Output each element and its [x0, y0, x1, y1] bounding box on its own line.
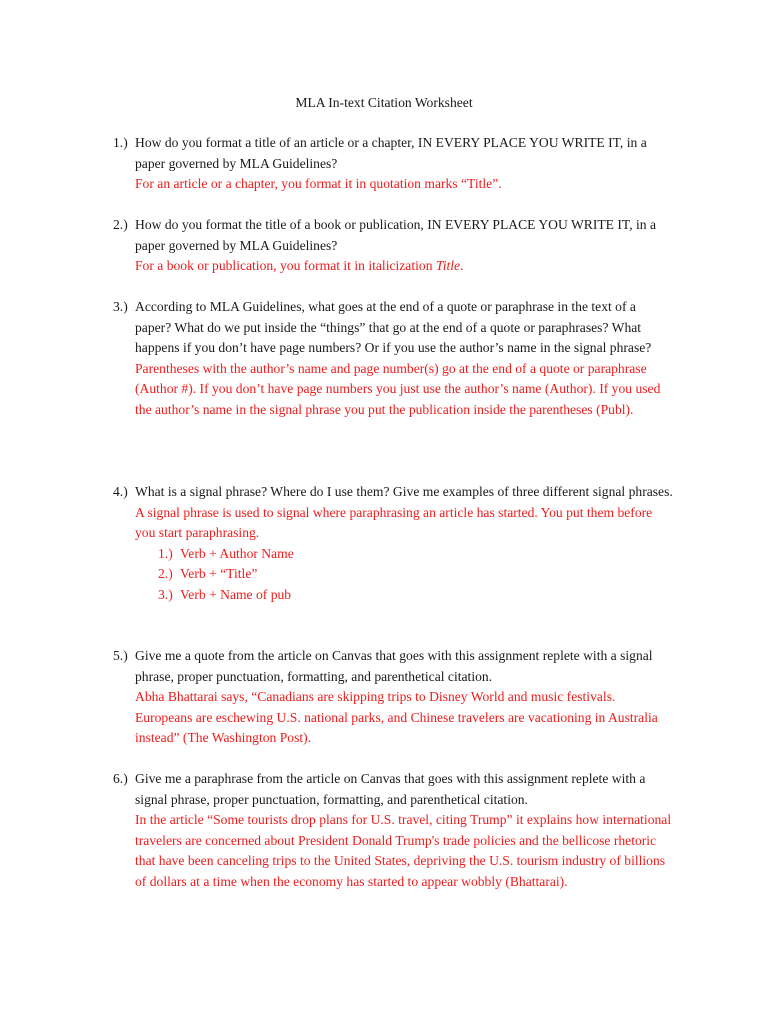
signal-phrase-example-1: [158, 544, 673, 565]
question-text: Give me a paraphrase from the article on Canvas that goes with this assignment replete with a signal phrase, proper punctuation, formatting, and parenthetical citation.: [135, 771, 646, 807]
question-number: 2.): [113, 217, 128, 232]
question-text: According to MLA Guidelines, what goes at the end of a quote or paraphrase in the text of a paper? What do we put inside the “things” that go at the end of a quote or paraphrases? What happens if you don’t have page numbers? Or if you use the author’s name in the signal phrase?: [135, 299, 652, 356]
example-number: 3.): [158, 586, 173, 602]
answer-italic-title: Title: [435, 258, 461, 274]
signal-phrase-example-2: [158, 564, 673, 585]
question-number: 4.): [113, 484, 128, 499]
answer-text: A signal phrase is used to signal where paraphrasing an article has started. You put them before you start paraphrasing.: [135, 504, 653, 541]
question-number: 5.): [113, 648, 128, 663]
question-text: How do you format the title of a book or publication, IN EVERY PLACE YOU WRITE IT, in a paper governed by MLA Guidelines?: [135, 217, 657, 253]
question-item-2: [113, 215, 673, 277]
example-text: Verb + Name of pub: [180, 586, 292, 602]
answer-suffix: .: [460, 258, 464, 274]
answer-text: [135, 256, 673, 277]
question-item-1: [113, 133, 673, 195]
example-text: Verb + “Title”: [180, 566, 258, 582]
answer-text: In the article “Some tourists drop plans for U.S. travel, citing Trump” it explains how international travelers are concerned about President Donald Trump's trade policies and the bellicose rhetoric that have been canceling trips to the United States, depriving the U.S. tourism industry of billions of dollars at a time when the economy has started to appear wobbly (Bhattarai).: [135, 812, 672, 889]
worksheet-title: MLA In-text Citation Worksheet: [295, 95, 473, 110]
answer-text: Abha Bhattarai says, “Canadians are skipping trips to Disney World and music festivals. Europeans are eschewing U.S. national parks, and Chinese travelers are vacationing in Australia instead” (The Washington Post).: [135, 689, 658, 746]
answer-text: For an article or a chapter, you format it in quotation marks “Title”.: [135, 176, 502, 192]
example-number: 1.): [158, 545, 173, 561]
question-number: 1.): [113, 135, 128, 150]
example-number: 2.): [158, 566, 173, 582]
question-item-6: [113, 769, 673, 893]
signal-phrase-example-3: [158, 585, 673, 606]
question-text: How do you format a title of an article or a chapter, IN EVERY PLACE YOU WRITE IT, in a paper governed by MLA Guidelines?: [135, 135, 647, 171]
question-text: Give me a quote from the article on Canvas that goes with this assignment replete with a signal phrase, proper punctuation, formatting, and parenthetical citation.: [135, 648, 653, 684]
question-number: 3.): [113, 299, 128, 314]
answer-text: Parentheses with the author’s name and page number(s) go at the end of a quote or paraphrase (Author #). If you don’t have page numbers you just use the author’s name (Author). If you used the author’s name in the signal phrase you put the publication inside the parentheses (Publ).: [135, 360, 661, 417]
answer-prefix: For a book or publication, you format it in italicization: [135, 258, 436, 274]
question-item-4: [113, 482, 673, 606]
example-text: Verb + Author Name: [180, 545, 294, 561]
question-item-5: [113, 646, 673, 749]
question-number: 6.): [113, 771, 128, 786]
question-text: What is a signal phrase? Where do I use them? Give me examples of three different signal phrases.: [135, 484, 673, 499]
question-item-3: [113, 297, 673, 421]
